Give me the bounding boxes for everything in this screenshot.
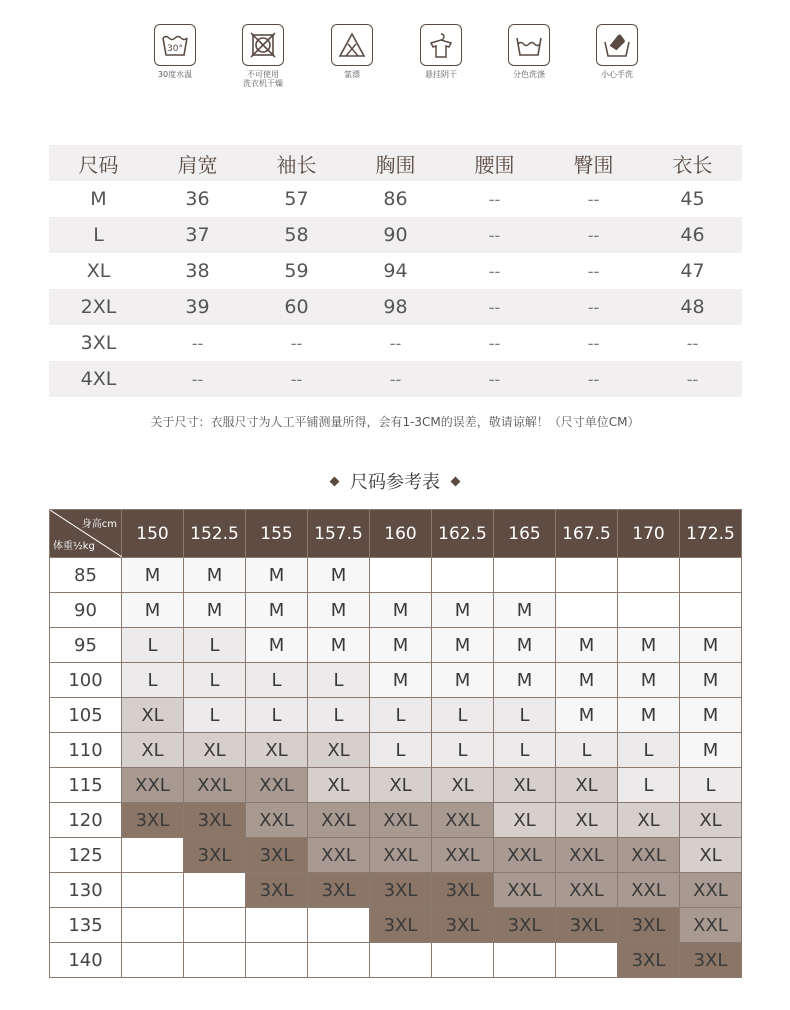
- hang-dry-icon: [420, 24, 462, 66]
- height-header: 155: [246, 510, 308, 558]
- size-cell: XL: [184, 733, 246, 768]
- size-cell: M: [556, 628, 618, 663]
- measurement-cell: --: [488, 297, 501, 317]
- size-cell: M: [556, 663, 618, 698]
- size-cell: M: [370, 663, 432, 698]
- size-cell: L: [184, 698, 246, 733]
- measurement-cell: --: [488, 261, 501, 281]
- diamond-icon: [451, 476, 461, 486]
- size-cell: XL: [432, 768, 494, 803]
- care-label: 氯漂: [344, 70, 360, 79]
- size-cell: XL: [370, 768, 432, 803]
- measurement-cell: 36: [185, 188, 210, 210]
- size-cell: [184, 943, 246, 978]
- size-cell: L: [494, 698, 556, 733]
- height-header: 150: [122, 510, 184, 558]
- measurement-cell: --: [686, 333, 699, 353]
- size-cell: M: [494, 593, 556, 628]
- height-header: 162.5: [432, 510, 494, 558]
- table-row: [50, 663, 742, 698]
- measurement-cell: 39: [185, 296, 210, 318]
- size-cell: 3XL: [556, 908, 618, 943]
- table-row: [50, 838, 742, 873]
- measurement-cell: 47: [680, 260, 705, 282]
- size-cell: L: [370, 733, 432, 768]
- measurement-cell: --: [686, 369, 699, 389]
- size-cell: XL: [680, 803, 742, 838]
- table-row: [49, 289, 742, 325]
- size-cell: L: [556, 733, 618, 768]
- size-cell: [494, 558, 556, 593]
- measurement-cell: --: [191, 333, 204, 353]
- table-row: [50, 943, 742, 978]
- size-cell: [122, 873, 184, 908]
- weight-label: 85: [50, 558, 122, 593]
- size-cell: XXL: [246, 803, 308, 838]
- hand-wash-icon: [596, 24, 638, 66]
- column-header: 臀围: [573, 152, 614, 177]
- size-cell: M: [370, 628, 432, 663]
- size-cell: 3XL: [618, 908, 680, 943]
- size-cell: L: [370, 698, 432, 733]
- size-cell: XL: [122, 698, 184, 733]
- measurement-cell: 37: [185, 224, 210, 246]
- table-row: [49, 325, 742, 361]
- size-cell: M: [184, 558, 246, 593]
- size-cell: XXL: [618, 838, 680, 873]
- size-cell: M: [494, 663, 556, 698]
- size-cell: [494, 943, 556, 978]
- size-cell: L: [184, 663, 246, 698]
- size-cell: 3XL: [246, 873, 308, 908]
- size-cell: XXL: [432, 803, 494, 838]
- size-cell: 3XL: [184, 803, 246, 838]
- size-cell: 3XL: [246, 838, 308, 873]
- measurement-cell: --: [587, 261, 600, 281]
- size-cell: 3XL: [432, 873, 494, 908]
- measurement-cell: --: [290, 369, 303, 389]
- size-cell: XL: [494, 803, 556, 838]
- size-cell: M: [432, 593, 494, 628]
- column-header: 衣长: [672, 152, 713, 177]
- size-cell: [122, 838, 184, 873]
- size-cell: [370, 558, 432, 593]
- reference-title: [0, 468, 790, 494]
- table-row: [50, 768, 742, 803]
- measurement-cell: 59: [284, 260, 309, 282]
- measurement-cell: --: [191, 369, 204, 389]
- measurement-cell: --: [587, 333, 600, 353]
- weight-label: 90: [50, 593, 122, 628]
- size-label: 3XL: [80, 332, 117, 354]
- size-cell: [246, 943, 308, 978]
- measurement-cell: --: [389, 369, 402, 389]
- no-tumble-dry-icon: [242, 24, 284, 66]
- column-header: 腰围: [474, 152, 515, 177]
- table-row: [50, 628, 742, 663]
- table-header-row: [49, 145, 742, 181]
- care-item-no-tumble-dry: [228, 24, 298, 88]
- size-cell: [184, 873, 246, 908]
- measurement-cell: 57: [284, 188, 309, 210]
- height-header: 165: [494, 510, 556, 558]
- size-cell: XXL: [680, 873, 742, 908]
- size-cell: XXL: [556, 873, 618, 908]
- weight-label: 105: [50, 698, 122, 733]
- size-cell: XL: [308, 768, 370, 803]
- measurement-cell: --: [587, 189, 600, 209]
- size-cell: [432, 558, 494, 593]
- weight-label: 140: [50, 943, 122, 978]
- size-cell: L: [308, 698, 370, 733]
- weight-label: 95: [50, 628, 122, 663]
- care-item-hang-dry: [406, 24, 476, 79]
- measurement-cell: 86: [383, 188, 408, 210]
- size-cell: L: [122, 628, 184, 663]
- size-cell: L: [184, 628, 246, 663]
- size-cell: L: [618, 733, 680, 768]
- weight-label: 110: [50, 733, 122, 768]
- size-cell: XXL: [184, 768, 246, 803]
- size-cell: XL: [680, 838, 742, 873]
- measurement-cell: 90: [383, 224, 408, 246]
- size-cell: [556, 943, 618, 978]
- care-label: 分色洗涤: [513, 70, 545, 79]
- measurement-cell: 94: [383, 260, 408, 282]
- size-cell: L: [618, 768, 680, 803]
- column-header: 肩宽: [177, 152, 218, 177]
- size-cell: M: [246, 558, 308, 593]
- measurement-cell: --: [290, 333, 303, 353]
- size-cell: XL: [122, 733, 184, 768]
- size-cell: L: [432, 698, 494, 733]
- table-row: [49, 181, 742, 217]
- size-label: 2XL: [80, 296, 117, 318]
- size-cell: [556, 558, 618, 593]
- size-cell: XXL: [370, 803, 432, 838]
- size-cell: M: [556, 698, 618, 733]
- care-icon-text: 30°: [167, 44, 183, 54]
- size-cell: M: [680, 663, 742, 698]
- size-cell: XL: [556, 803, 618, 838]
- size-cell: XL: [618, 803, 680, 838]
- table-row: [50, 698, 742, 733]
- size-cell: XXL: [370, 838, 432, 873]
- size-cell: M: [370, 593, 432, 628]
- table-row: [50, 873, 742, 908]
- size-cell: [308, 943, 370, 978]
- size-cell: XXL: [556, 838, 618, 873]
- size-cell: XXL: [494, 838, 556, 873]
- care-label: 30度水温: [157, 70, 193, 79]
- separate-wash-icon: [508, 24, 550, 66]
- size-cell: XL: [494, 768, 556, 803]
- measurement-cell: --: [587, 369, 600, 389]
- size-cell: [618, 558, 680, 593]
- wash-30-icon: [154, 24, 196, 66]
- diamond-icon: [330, 476, 340, 486]
- size-cell: 3XL: [370, 908, 432, 943]
- size-cell: 3XL: [494, 908, 556, 943]
- bleach-icon: [331, 24, 373, 66]
- measurement-cell: 98: [383, 296, 408, 318]
- size-cell: XXL: [680, 908, 742, 943]
- size-cell: [370, 943, 432, 978]
- size-cell: [556, 593, 618, 628]
- size-cell: [122, 943, 184, 978]
- size-cell: M: [432, 663, 494, 698]
- height-header: 152.5: [184, 510, 246, 558]
- size-cell: 3XL: [680, 943, 742, 978]
- size-cell: XL: [556, 768, 618, 803]
- size-cell: M: [246, 593, 308, 628]
- size-cell: XXL: [308, 838, 370, 873]
- weight-label: 135: [50, 908, 122, 943]
- measurement-cell: --: [488, 333, 501, 353]
- care-item-hand-wash: [582, 24, 652, 79]
- table-row: [49, 217, 742, 253]
- size-cell: L: [246, 698, 308, 733]
- size-cell: 3XL: [370, 873, 432, 908]
- size-cell: M: [618, 628, 680, 663]
- reference-title-text: 尺码参考表: [350, 472, 440, 493]
- height-header: 157.5: [308, 510, 370, 558]
- size-cell: L: [432, 733, 494, 768]
- measurement-cell: 48: [680, 296, 705, 318]
- size-cell: M: [618, 698, 680, 733]
- size-cell: M: [308, 593, 370, 628]
- size-cell: [432, 943, 494, 978]
- height-header: 172.5: [680, 510, 742, 558]
- measurement-cell: 46: [680, 224, 705, 246]
- size-label: XL: [86, 260, 111, 282]
- size-cell: L: [308, 663, 370, 698]
- table-row: [50, 593, 742, 628]
- height-axis-label: 身高cm: [81, 519, 117, 530]
- size-cell: 3XL: [122, 803, 184, 838]
- measurement-cell: --: [587, 297, 600, 317]
- size-cell: L: [122, 663, 184, 698]
- size-cell: M: [494, 628, 556, 663]
- size-label: L: [93, 224, 104, 246]
- column-header: 尺码: [78, 152, 119, 177]
- size-cell: [246, 908, 308, 943]
- size-cell: [308, 908, 370, 943]
- size-cell: M: [680, 733, 742, 768]
- weight-label: 130: [50, 873, 122, 908]
- size-cell: 3XL: [618, 943, 680, 978]
- table-row: [50, 558, 742, 593]
- size-cell: M: [122, 558, 184, 593]
- care-instructions: [0, 24, 790, 94]
- size-cell: [680, 593, 742, 628]
- size-cell: 3XL: [184, 838, 246, 873]
- measurement-cell: --: [488, 225, 501, 245]
- size-cell: XXL: [308, 803, 370, 838]
- measurement-cell: 58: [284, 224, 309, 246]
- size-cell: M: [432, 628, 494, 663]
- size-cell: [618, 593, 680, 628]
- column-header: 袖长: [276, 152, 317, 177]
- size-cell: XXL: [246, 768, 308, 803]
- size-reference-table: [49, 509, 742, 978]
- measurement-cell: --: [488, 369, 501, 389]
- weight-axis-label: 体重½kg: [53, 541, 95, 552]
- column-header: 胸围: [375, 152, 416, 177]
- size-cell: XXL: [122, 768, 184, 803]
- size-cell: L: [246, 663, 308, 698]
- table-corner: [50, 510, 122, 558]
- weight-label: 125: [50, 838, 122, 873]
- measurement-cell: --: [488, 189, 501, 209]
- weight-label: 120: [50, 803, 122, 838]
- care-item-separate-wash: [494, 24, 564, 79]
- table-row: [49, 361, 742, 397]
- size-cell: XXL: [494, 873, 556, 908]
- size-cell: M: [618, 663, 680, 698]
- size-cell: 3XL: [308, 873, 370, 908]
- height-header: 167.5: [556, 510, 618, 558]
- size-measurement-table: [49, 145, 742, 397]
- size-note: 关于尺寸：衣服尺寸为人工平铺测量所得，会有1-3CM的误差，敬请谅解！（尺寸单位CM）: [150, 415, 640, 429]
- size-cell: [122, 908, 184, 943]
- size-cell: M: [122, 593, 184, 628]
- size-cell: L: [680, 768, 742, 803]
- measurement-cell: --: [389, 333, 402, 353]
- size-label: 4XL: [80, 368, 117, 390]
- size-cell: M: [246, 628, 308, 663]
- table-row: [50, 803, 742, 838]
- size-cell: M: [308, 628, 370, 663]
- height-header: 170: [618, 510, 680, 558]
- height-header: 160: [370, 510, 432, 558]
- size-cell: M: [308, 558, 370, 593]
- size-cell: M: [680, 698, 742, 733]
- care-item-wash-30: [140, 24, 210, 79]
- size-cell: 3XL: [432, 908, 494, 943]
- measurement-cell: 60: [284, 296, 309, 318]
- care-item-bleach: [317, 24, 387, 79]
- size-cell: L: [494, 733, 556, 768]
- size-cell: XXL: [618, 873, 680, 908]
- size-cell: M: [680, 628, 742, 663]
- measurement-cell: --: [587, 225, 600, 245]
- weight-label: 115: [50, 768, 122, 803]
- table-row: [50, 733, 742, 768]
- size-cell: XXL: [432, 838, 494, 873]
- table-row: [50, 908, 742, 943]
- size-cell: XL: [308, 733, 370, 768]
- measurement-cell: 45: [680, 188, 705, 210]
- care-label: 悬挂阴干: [425, 70, 457, 79]
- weight-label: 100: [50, 663, 122, 698]
- size-cell: XL: [246, 733, 308, 768]
- size-label: M: [90, 188, 107, 210]
- table-row: [49, 253, 742, 289]
- size-cell: [184, 908, 246, 943]
- care-label: 不可使用 洗衣机干燥: [243, 70, 283, 88]
- size-cell: [680, 558, 742, 593]
- measurement-cell: 38: [185, 260, 210, 282]
- care-label: 小心手洗: [601, 70, 633, 79]
- size-cell: M: [184, 593, 246, 628]
